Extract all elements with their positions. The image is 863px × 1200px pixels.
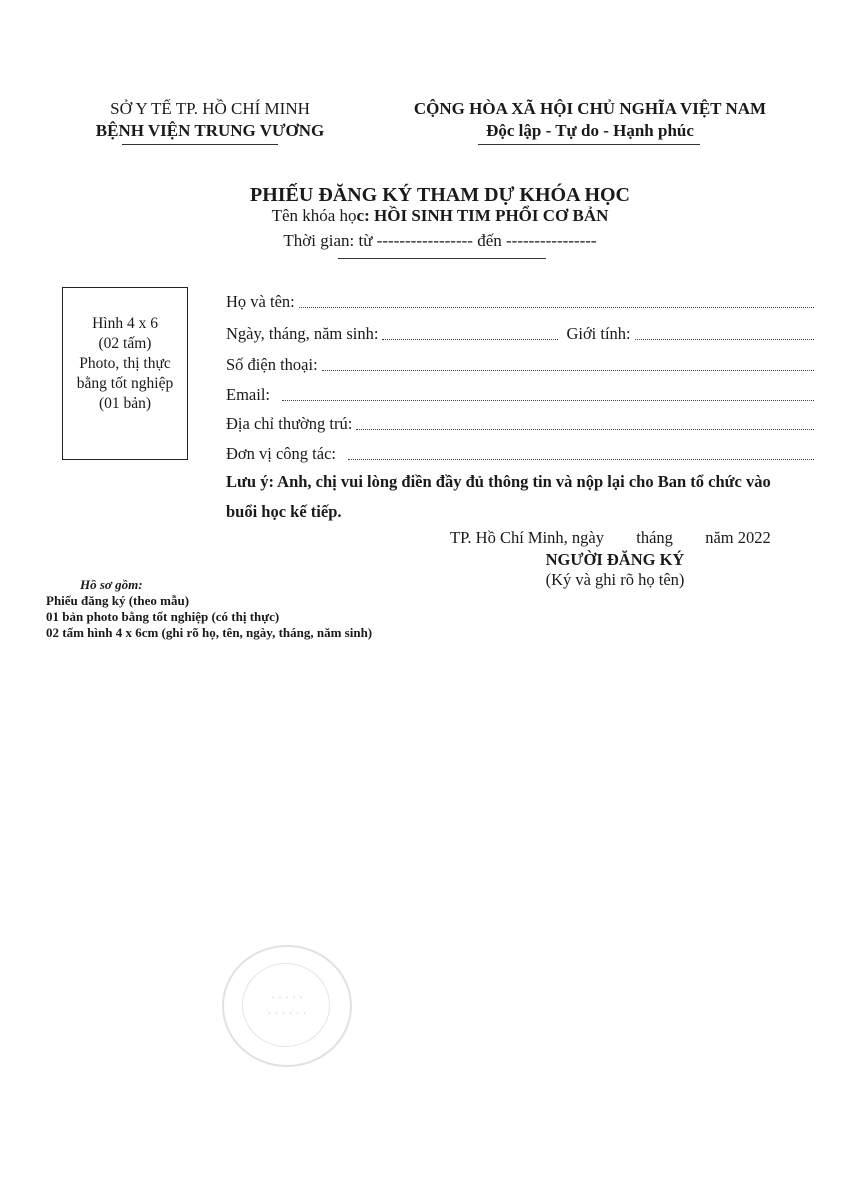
signer-block [520,550,710,590]
address-input[interactable] [356,429,814,430]
course-name: c: HỒI SINH TIM PHỔI CƠ BẢN [356,206,609,225]
place-date-label: TP. Hồ Chí Minh, ngày [450,528,605,547]
issuer-block [60,98,360,142]
document-item: 01 bản photo bằng tốt nghiệp (có thị thực) [46,609,280,624]
time-label: Thời gian: từ [283,231,373,250]
photo-box-line: (01 bản) [98,395,152,412]
time-from-blank[interactable]: ----------------- [376,231,473,250]
photo-box-line: bằng tốt nghiệp [76,375,174,392]
full-name-label: Họ và tên: [226,292,295,311]
phone-field[interactable] [226,355,814,375]
course-label: Tên khóa họ [271,206,357,225]
course-line [130,205,750,227]
phone-input[interactable] [322,370,814,371]
motto: Độc lập - Tự do - Hạnh phúc [486,121,694,140]
hospital-name: BỆNH VIỆN TRUNG VƯƠNG [95,121,325,140]
workplace-label: Đơn vị công tác: [226,444,336,463]
time-to-label: đến [477,231,502,250]
title-underline [338,258,546,259]
note-line: buổi học kế tiếp. [226,502,342,521]
required-documents [46,577,372,641]
place-date-line [450,528,771,548]
phone-label: Số điện thoại: [226,355,318,374]
address-label: Địa chỉ thường trú: [226,414,353,433]
photo-box-line: (02 tấm) [98,335,152,352]
full-name-input[interactable] [299,307,814,308]
department-name: SỞ Y TẾ TP. HỒ CHÍ MINH [110,99,310,118]
motto-underline [478,144,700,145]
documents-heading: Hồ sơ gồm: [80,577,143,592]
email-label: Email: [226,385,270,404]
workplace-input[interactable] [348,459,814,460]
document-item: Phiếu đăng ký (theo mẫu) [46,593,190,608]
time-to-blank[interactable]: ---------------- [506,231,597,250]
form-title: PHIẾU ĐĂNG KÝ THAM DỰ KHÓA HỌC [249,184,630,206]
faded-stamp-image: · · · · · · · · · · · [222,945,352,1067]
full-name-field[interactable] [226,292,814,312]
year-label: năm 2022 [705,528,771,547]
dob-input[interactable] [382,339,558,340]
email-field[interactable] [226,385,814,405]
workplace-field[interactable] [226,444,814,464]
signer-subtitle: (Ký và ghi rõ họ tên) [545,570,685,589]
photo-placeholder-box[interactable] [62,287,188,460]
time-line [130,230,750,252]
document-item: 02 tấm hình 4 x 6cm (ghi rõ họ, tên, ngày, tháng, năm sinh) [46,625,373,640]
dob-label: Ngày, tháng, năm sinh: [226,324,379,343]
photo-box-line: Photo, thị thực [79,355,171,372]
photo-box-line: Hình 4 x 6 [92,315,158,332]
signer-title: NGƯỜI ĐĂNG KÝ [545,550,685,569]
issuer-underline [122,144,278,145]
national-motto-block [390,98,790,142]
note-block [226,467,806,527]
dob-gender-row [226,324,814,344]
country-name: CỘNG HÒA XÃ HỘI CHỦ NGHĨA VIỆT NAM [413,99,767,118]
address-field[interactable] [226,414,814,434]
gender-label: Giới tính: [566,324,631,343]
month-label: tháng [636,528,673,547]
email-input[interactable] [282,400,814,401]
note-line: Lưu ý: Anh, chị vui lòng điền đầy đủ thông tin và nộp lại cho Ban tổ chức vào [226,472,771,491]
gender-input[interactable] [635,339,814,340]
